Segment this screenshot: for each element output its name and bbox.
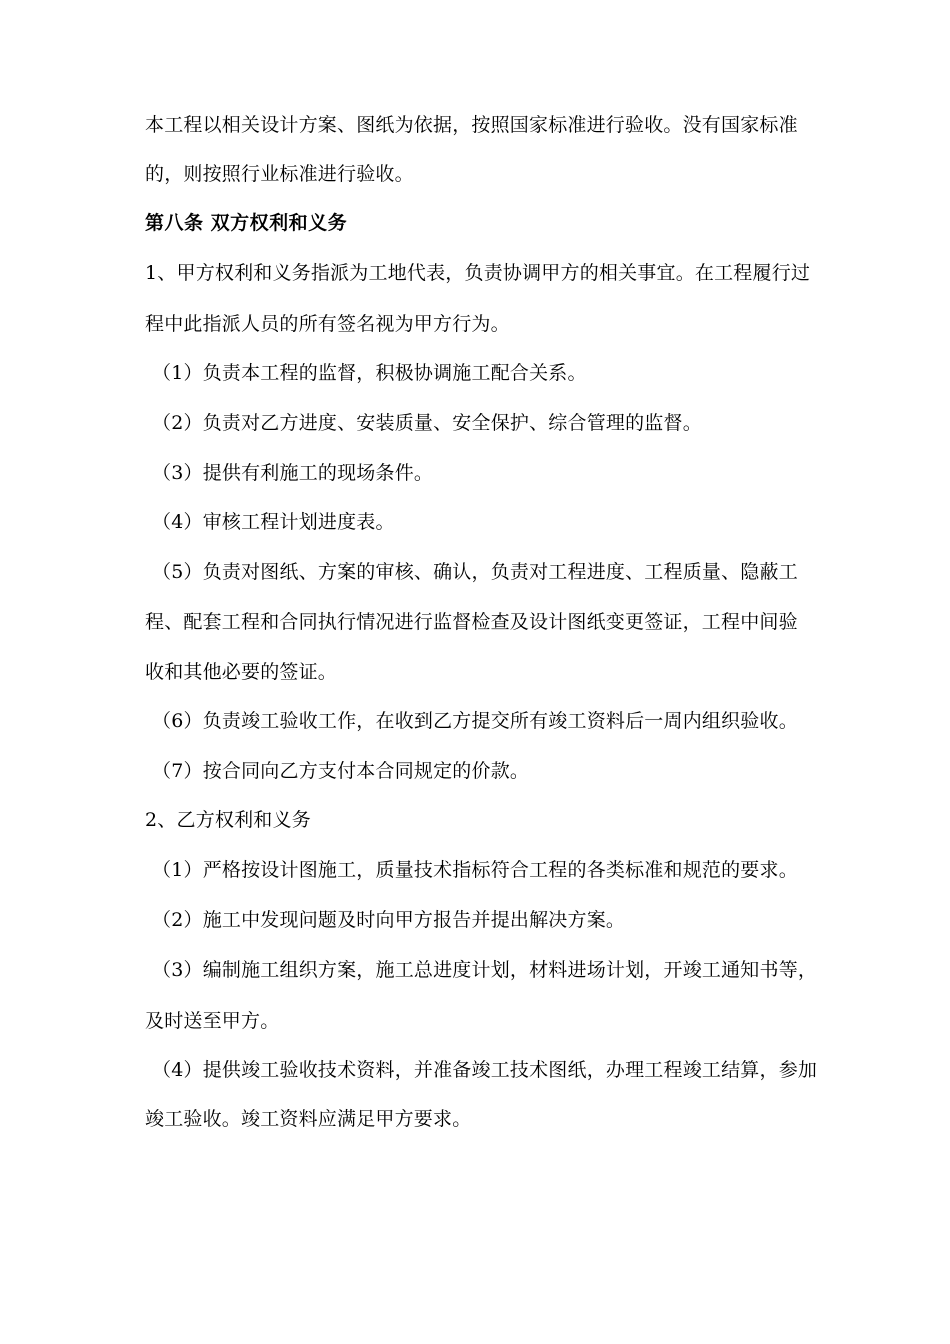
list-item: （2）施工中发现问题及时向甲方报告并提出解决方案。 xyxy=(152,909,626,931)
list-item: （1）严格按设计图施工，质量技术指标符合工程的各类标准和规范的要求。 xyxy=(152,859,798,881)
list-item: （3）提供有利施工的现场条件。 xyxy=(152,462,434,484)
list-item: （5）负责对图纸、方案的审核、确认，负责对工程进度、工程质量、隐蔽工 xyxy=(152,561,798,583)
paragraph-line: 1、甲方权利和义务指派为工地代表，负责协调甲方的相关事宜。在工程履行过 xyxy=(145,262,811,284)
list-item: （3）编制施工组织方案，施工总进度计划，材料进场计划，开竣工通知书等， xyxy=(152,959,818,981)
paragraph-line: 程、配套工程和合同执行情况进行监督检查及设计图纸变更签证，工程中间验 xyxy=(145,611,798,633)
paragraph-line: 的，则按照行业标准进行验收。 xyxy=(145,163,414,185)
paragraph-line: 程中此指派人员的所有签名视为甲方行为。 xyxy=(145,313,510,335)
section-heading: 第八条 双方权利和义务 xyxy=(145,212,348,234)
paragraph-line: 本工程以相关设计方案、图纸为依据，按照国家标准进行验收。没有国家标准 xyxy=(145,114,798,136)
paragraph-line: 收和其他必要的签证。 xyxy=(145,661,338,683)
list-item: （1）负责本工程的监督，积极协调施工配合关系。 xyxy=(152,362,587,384)
list-item: （4）审核工程计划进度表。 xyxy=(152,511,395,533)
list-item: （4）提供竣工验收技术资料，并准备竣工技术图纸，办理工程竣工结算，参加 xyxy=(152,1059,818,1081)
paragraph-line: 竣工验收。竣工资料应满足甲方要求。 xyxy=(145,1108,472,1130)
list-item: （6）负责竣工验收工作，在收到乙方提交所有竣工资料后一周内组织验收。 xyxy=(152,710,798,732)
subsection-line: 2、乙方权利和义务 xyxy=(145,809,311,831)
paragraph-line: 及时送至甲方。 xyxy=(145,1010,280,1032)
list-item: （7）按合同向乙方支付本合同规定的价款。 xyxy=(152,760,530,782)
list-item: （2）负责对乙方进度、安装质量、安全保护、综合管理的监督。 xyxy=(152,412,702,434)
